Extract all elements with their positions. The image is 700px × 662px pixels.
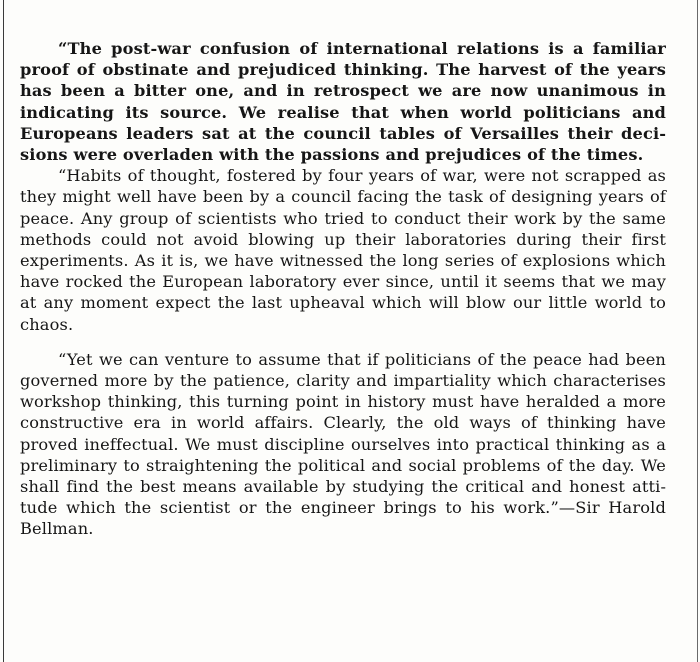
- paragraph-habits-of-thought: “Habits of thought, fostered by four years of war, were not scrapped as they might well have been by a council facing the task of designing years of peace. Any group of scientists who tried to conduct their work by the same methods could not avoid blowing up their laboratories during their first experiments. As it is, we have witnessed the long series of explosions which have rocked the European laboratory ever since, until it seems that we may at any moment expect the last upheaval which will blow our little world to chaos.: [20, 166, 666, 334]
- right-column-rule: [697, 0, 698, 662]
- paragraph-postwar-confusion: “The post-war confusion of international relations is a familiar proof of obstinate and prejudiced thinking. The harvest of the years has been a bitter one, and in retrospect we are now unanimous in indicating its source. We realise that when world politicians and Europeans leaders sat at the council tables of Versailles their decisions were overladen with the passions and prejudices of the times.: [20, 39, 666, 165]
- attribution-author: Sir Harold Bellman.: [20, 498, 666, 539]
- left-column-rule: [3, 0, 4, 662]
- paragraph-workshop-thinking: [20, 349, 666, 540]
- article-body: [20, 38, 666, 540]
- paragraph-workshop-thinking-text: “Yet we can venture to assume that if politicians of the peace had been governed more by the patience, clarity and impartiality which characterises workshop thinking, this turning point in history must have heralded a more constructive era in world affairs. Clearly, the old ways of thinking have proved ineffectual. We must discipline ourselves into practical thinking as a preliminary to straightening the political and social problems of the day. We shall find the best means available by studying the critical and honest attitude which the scientist or the engineer brings to his work.”—: [20, 349, 666, 518]
